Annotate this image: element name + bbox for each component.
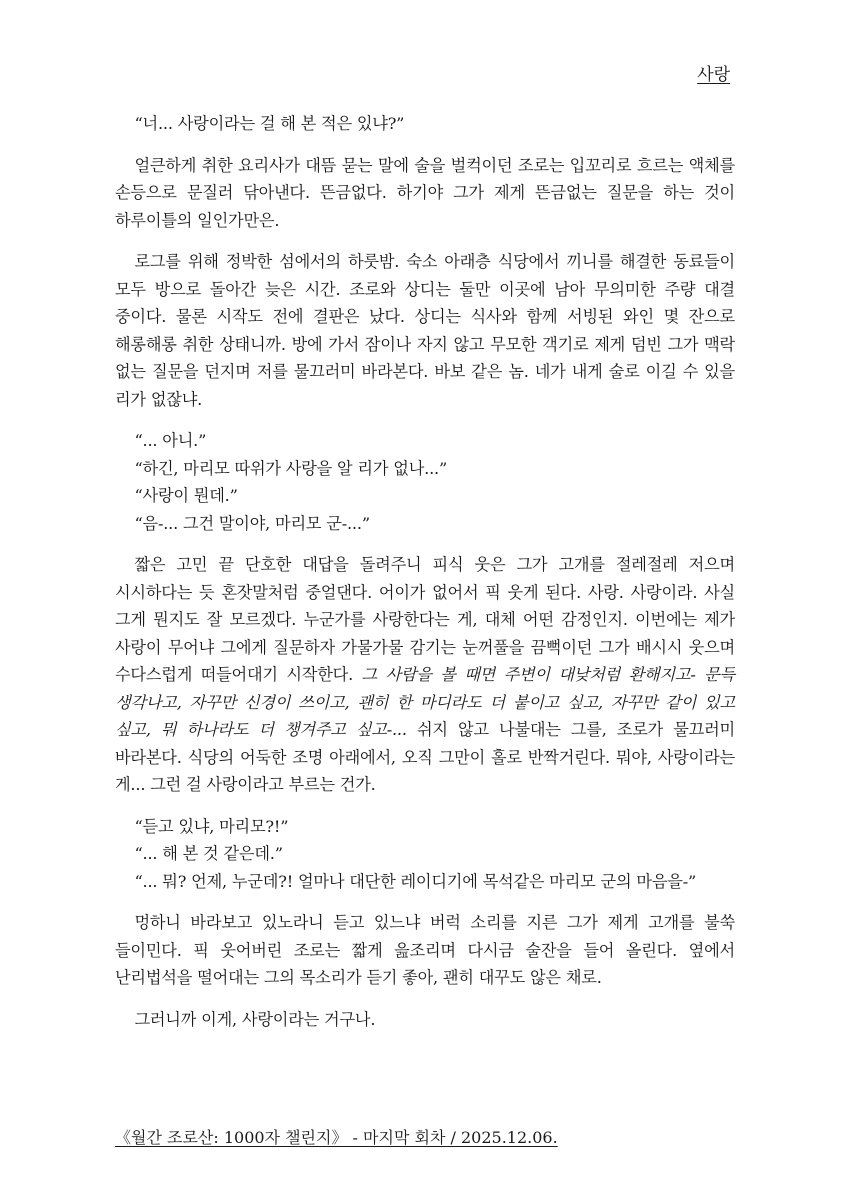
- paragraph-text: 쉬지 않고 나불대는 그를, 조로가 물끄러미 바라본다. 식당의 어둑한 조명 아래에서, 오직 그만이 홀로 반짝거린다. 뭐야, 사랑이라는 게... 그런 걸 사랑이라고 부르는 건가.: [115, 720, 735, 794]
- paragraph: 그러니까 이게, 사랑이라는 거구나.: [134, 1009, 376, 1029]
- dialogue-line: “... 아니.”: [134, 431, 207, 450]
- dialogue-line: “너... 사랑이라는 걸 해 본 적은 있냐?”: [134, 114, 405, 133]
- page-title: 사랑: [697, 65, 730, 85]
- dialogue-line: “음-... 그건 말이야, 마리모 군-...”: [134, 513, 370, 533]
- paragraph: 로그를 위해 정박한 섬에서의 하룻밤. 숙소 아래층 식당에서 끼니를 해결한 동료들이 모두 방으로 돌아간 늦은 시간. 조로와 상디는 둘만 이곳에 남아 무의미한 주량 대결 중이다. 물론 시작도 전에 결판은 났다. 상디는 식사와 함께 서빙된 와인 몇 잔으로 해롱해롱 취한 상태니까. 방에 가서 잠이나 자지 않고 무모한 객기로 제게 덤빈 그가 맥락 없는 질문을 던지며 저를 물끄러미 바라본다. 바보 같은 놈. 네가 내게 술로 이길 수 있을 리가 없잖냐.: [115, 252, 735, 409]
- paragraph: [115, 551, 735, 799]
- footer-credit: 《월간 조로산: 1000자 챌린지》 - 마지막 회차 / 2025.12.06.: [115, 1128, 558, 1147]
- dialogue-line: “... 해 본 것 같은데.”: [134, 844, 283, 863]
- story-body: [115, 110, 735, 1047]
- paragraph: 얼큰하게 취한 요리사가 대뜸 묻는 말에 술을 벌컥이던 조로는 입꼬리로 흐르는 액체를 손등으로 문질러 닦아낸다. 뜬금없다. 하기야 그가 제게 뜬금없는 질문을 하는 것이 하루이틀의 일인가만은.: [115, 155, 735, 230]
- dialogue-block: [115, 813, 735, 896]
- dialogue-line: “... 뭐? 언제, 누군데?! 얼마나 대단한 레이디기에 목석같은 마리모 군의 마음을-”: [134, 871, 697, 891]
- dialogue-line: “듣고 있냐, 마리모?!”: [134, 816, 289, 836]
- italic-passage: 그 사람을 볼 때면 주변이 대낮처럼 환해지고- 문득 생각나고, 자꾸만 신경이 쓰이고, 괜히 한 마디라도 더 붙이고 싶고, 자꾸만 같이 있고 싶고, 뭐 하나라도 더 챙겨주고 싶고-...: [115, 665, 735, 739]
- paragraph-text: 짧은 고민 끝 단호한 대답을 돌려주니 피식 웃은 그가 고개를 절레절레 저으며 시시하다는 듯 혼잣말처럼 중얼댄다. 어이가 없어서 픽 웃게 된다. 사랑. 사랑이라. 사실 그게 뭔지도 잘 모르겠다. 누군가를 사랑한다는 게, 대체 어떤 감정인지. 이번에는 제가 사랑이 무어냐 그에게 질문하자 가물가물 감기는 눈꺼풀을 끔뻑이던 그가 배시시 웃으며 수다스럽게 떠들어대기 시작한다.: [115, 555, 735, 684]
- paragraph: 멍하니 바라보고 있노라니 듣고 있느냐 버럭 소리를 지른 그가 제게 고개를 불쑥 들이민다. 픽 웃어버린 조로는 짧게 읊조리며 다시금 술잔을 들어 올린다. 옆에서 난리법석을 떨어대는 그의 목소리가 듣기 좋아, 괜히 대꾸도 않은 채로.: [115, 913, 735, 987]
- dialogue-block: [115, 427, 735, 537]
- dialogue-line: “하긴, 마리모 따위가 사랑을 알 리가 없나...”: [134, 458, 448, 478]
- dialogue-line: “사랑이 뭔데.”: [134, 486, 238, 505]
